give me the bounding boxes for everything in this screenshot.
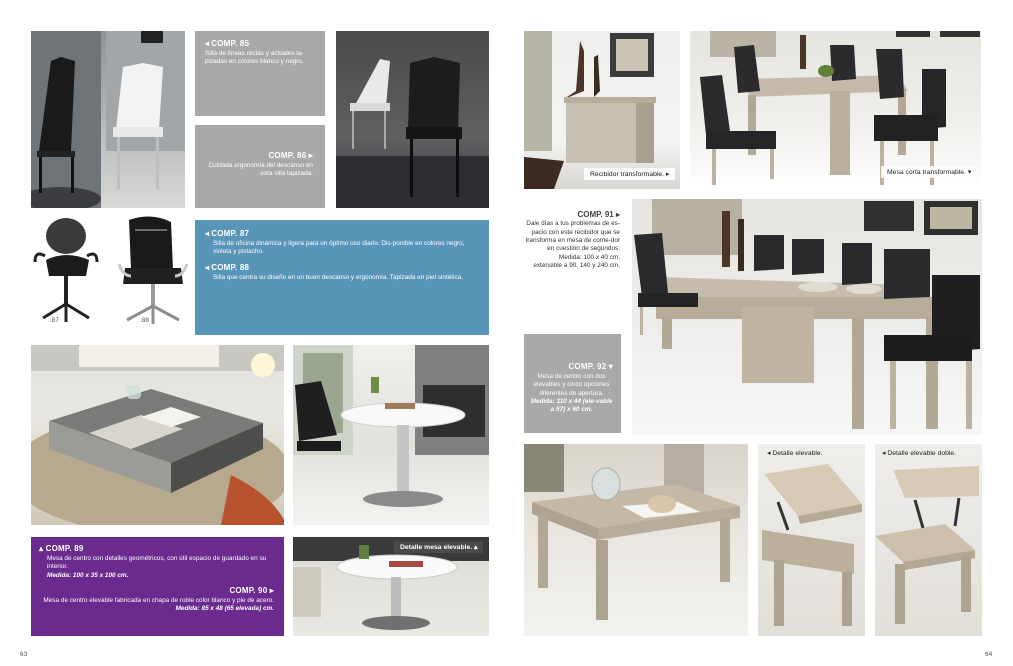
- comp90-text: Mesa de centro elevable fabricada en chapa de roble color blanco y pie de acero.: [43, 597, 274, 605]
- comp90-title: COMP. 90 ▸: [39, 586, 274, 596]
- comp87-88-caption: [195, 220, 489, 335]
- caret-down-icon: ▾: [606, 362, 613, 371]
- recibidor-tag: [584, 168, 675, 180]
- detalle-elevable-text: Detalle elevable.: [772, 450, 823, 457]
- comp86-text: Cuidada ergonomía del descanso en esta silla tapizada.: [208, 162, 313, 178]
- photo-detalle-elevable: [758, 444, 865, 636]
- comp92-title: [530, 362, 613, 372]
- page-number-left: 63: [20, 651, 28, 658]
- photo-chairs-white-black: [31, 31, 185, 208]
- comp86-title: COMP. 86 ▸: [205, 151, 313, 161]
- detalle-elevable-tag: [761, 447, 829, 459]
- caret-down-icon: ▾: [965, 169, 972, 176]
- detail-elevable-text: Detalle mesa elevable.: [400, 544, 473, 551]
- photo-dining-table: [632, 199, 982, 435]
- office-label-87: .87: [50, 317, 60, 324]
- comp91-measure2: extensible a 90, 140 y 240 cm.: [533, 262, 620, 270]
- recibidor-tag-text: Recibidor transformable.: [590, 171, 665, 178]
- comp86-caption: [195, 125, 325, 208]
- comp88-text: Silla que centra su diseño en un buen descanso y ergonomía. Tapizada en piel sintética.: [213, 273, 463, 281]
- comp89-90-caption: [31, 537, 284, 636]
- comp87-text: Silla de oficina dinámica y ligera para un óptimo uso diario. Dis-ponible en colores negro, violeta y pistacho.: [213, 240, 465, 256]
- comp85-text: Silla de líneas rectas y actuales ta-pizadas en colores blanco y negro.: [205, 50, 304, 66]
- comp92-caption: [524, 334, 621, 433]
- comp91-title: COMP. 91 ▸: [524, 210, 620, 220]
- comp89-measure: Medida: 100 x 35 x 100 cm.: [47, 571, 129, 579]
- caret-up-icon: ▴: [39, 544, 46, 553]
- photo-recibidor: [524, 31, 680, 189]
- photo-round-table: [293, 345, 489, 525]
- detalle-elevable-doble-text: Detalle elevable doble.: [887, 450, 957, 457]
- caret-left-icon: ◂: [767, 450, 773, 457]
- page-number-right: 64: [985, 651, 993, 658]
- photo-dark-chair: [336, 31, 489, 208]
- mesa-corta-tag: [881, 166, 977, 178]
- photo-geometric-table: [31, 345, 284, 525]
- photo-coffee-table: [524, 444, 748, 636]
- mesa-corta-tag-text: Mesa corta transformable.: [887, 169, 966, 176]
- comp89-title-text: COMP. 89: [45, 544, 84, 553]
- comp85-title: ◂ COMP. 85: [205, 39, 315, 49]
- comp88-title: ◂ COMP. 88: [205, 263, 479, 273]
- comp85-caption: [195, 31, 325, 116]
- comp91-text: Dale días a tus problemas de es-pacio con este recibidor que se transforma en mesa de come-dor en cuestión de segundos.: [525, 220, 620, 253]
- comp92-title-text: COMP. 92: [568, 362, 607, 371]
- comp91-measure1: Medida: 100 x 40 cm.: [558, 253, 620, 261]
- comp89-text: Mesa de centro con detalles geométricos, con útil espacio de guardado en su interior.: [47, 555, 267, 571]
- caret-right-icon: ▸: [664, 171, 670, 178]
- comp87-title: ◂ COMP. 87: [205, 229, 479, 239]
- comp90-measure: Medida: 85 x 48 (65 elevada) cm.: [175, 605, 274, 613]
- caret-left-icon: ◂: [882, 450, 888, 457]
- comp92-measure: Medida: 110 x 44 (ele-vable a 57) x 60 cm.: [530, 397, 613, 413]
- office-label-88: .88: [140, 317, 150, 324]
- comp91-caption: [524, 210, 620, 270]
- comp89-title: [39, 544, 274, 554]
- caret-up-icon: ▴: [472, 544, 478, 551]
- detail-elevable-tag: [394, 541, 483, 553]
- detalle-elevable-doble-tag: [876, 447, 962, 459]
- photo-detalle-elevable-doble: [875, 444, 982, 636]
- comp92-text: Mesa de centro con dos elevables y cinco opciones diferentes de apertura.: [533, 373, 610, 397]
